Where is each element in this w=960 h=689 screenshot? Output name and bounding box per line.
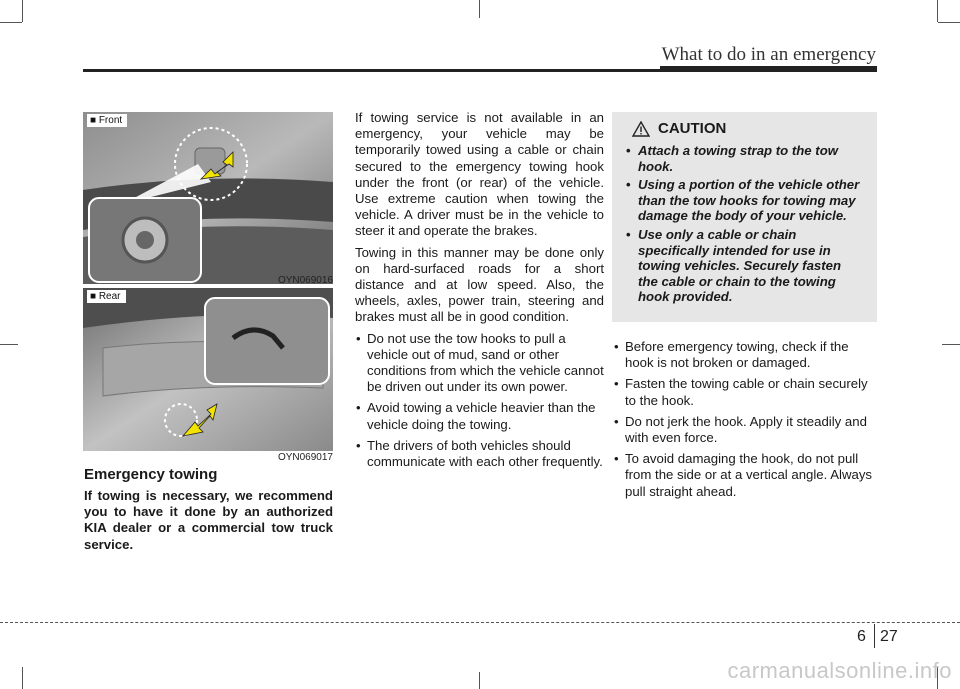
list-item: • To avoid damaging the hook, do not pull from the side or at a vertical angle. Always pull straight ahead. bbox=[613, 451, 877, 500]
list-item: • Do not jerk the hook. Apply it steadily and with even force. bbox=[613, 414, 877, 446]
section-lead: If towing is necessary, we recommend you to have it done by an authorized KIA dealer or a commercial tow truck service. bbox=[84, 488, 333, 552]
chapter-number: 6 bbox=[857, 628, 866, 645]
list-item: • The drivers of both vehicles should communicate with each other frequently. bbox=[355, 438, 604, 470]
middle-bullet-list bbox=[355, 331, 604, 471]
figure-front-code: OYN069016 bbox=[277, 275, 333, 286]
middle-column bbox=[355, 110, 604, 475]
crop-mark bbox=[479, 672, 480, 689]
paragraph: If towing service is not available in an emergency, your vehicle may be temporarily towed using a cable or chain secured to the emergency towing hook under the front (or rear) of the vehicle. Use extreme caution when towing the vehicle. A driver must be in the vehicle to steer it and operate the brakes. bbox=[355, 110, 604, 239]
figure-front bbox=[83, 112, 333, 284]
caution-box bbox=[612, 112, 877, 322]
figure-rear-tag: ■ Rear bbox=[87, 290, 126, 303]
right-column bbox=[613, 339, 877, 505]
list-item: • Before emergency towing, check if the hook is not broken or damaged. bbox=[613, 339, 877, 371]
page-number-separator bbox=[874, 624, 875, 648]
caution-item: • Attach a towing strap to the tow hook. bbox=[626, 143, 863, 174]
section-heading: Emergency towing bbox=[84, 466, 218, 483]
crop-mark bbox=[22, 667, 23, 689]
caution-item: • Use only a cable or chain specifically intended for use in towing vehicles. Securely fasten the cable or chain to the towing hook provided. bbox=[626, 227, 863, 305]
list-item: • Do not use the tow hooks to pull a vehicle out of mud, sand or other conditions from which the vehicle cannot be driven out under its own power. bbox=[355, 331, 604, 396]
page-header-title: What to do in an emergency bbox=[661, 44, 876, 65]
caution-header bbox=[632, 120, 863, 137]
caution-item: • Using a portion of the vehicle other than the tow hooks for towing may damage the body of your vehicle. bbox=[626, 177, 863, 224]
crop-mark bbox=[22, 0, 23, 22]
list-item: • Avoid towing a vehicle heavier than the vehicle doing the towing. bbox=[355, 400, 604, 432]
warning-triangle-icon bbox=[632, 121, 650, 137]
figure-rear-code: OYN069017 bbox=[277, 452, 333, 463]
figure-front-tag: ■ Front bbox=[87, 114, 127, 127]
crop-mark bbox=[938, 22, 960, 23]
paragraph: Towing in this manner may be done only on hard-surfaced roads for a short distance and at low speed. Also, the wheels, axles, power train, steering and brakes must all be in good condition. bbox=[355, 244, 604, 325]
list-item: • Fasten the towing cable or chain securely to the hook. bbox=[613, 376, 877, 408]
watermark: carmanualsonline.info bbox=[727, 658, 952, 683]
caution-title: CAUTION bbox=[658, 120, 727, 137]
footer-rule bbox=[0, 622, 960, 623]
caution-list bbox=[626, 143, 863, 305]
crop-mark bbox=[942, 344, 960, 345]
crop-mark bbox=[0, 22, 22, 23]
crop-mark bbox=[0, 344, 18, 345]
crop-mark bbox=[479, 0, 480, 18]
front-tow-hook-illustration bbox=[83, 112, 333, 284]
right-bullet-list bbox=[613, 339, 877, 500]
header-tab bbox=[660, 66, 877, 72]
rear-tow-hook-illustration bbox=[83, 288, 333, 451]
figure-rear bbox=[83, 288, 333, 451]
page-number: 27 bbox=[880, 628, 898, 645]
crop-mark bbox=[937, 0, 938, 22]
